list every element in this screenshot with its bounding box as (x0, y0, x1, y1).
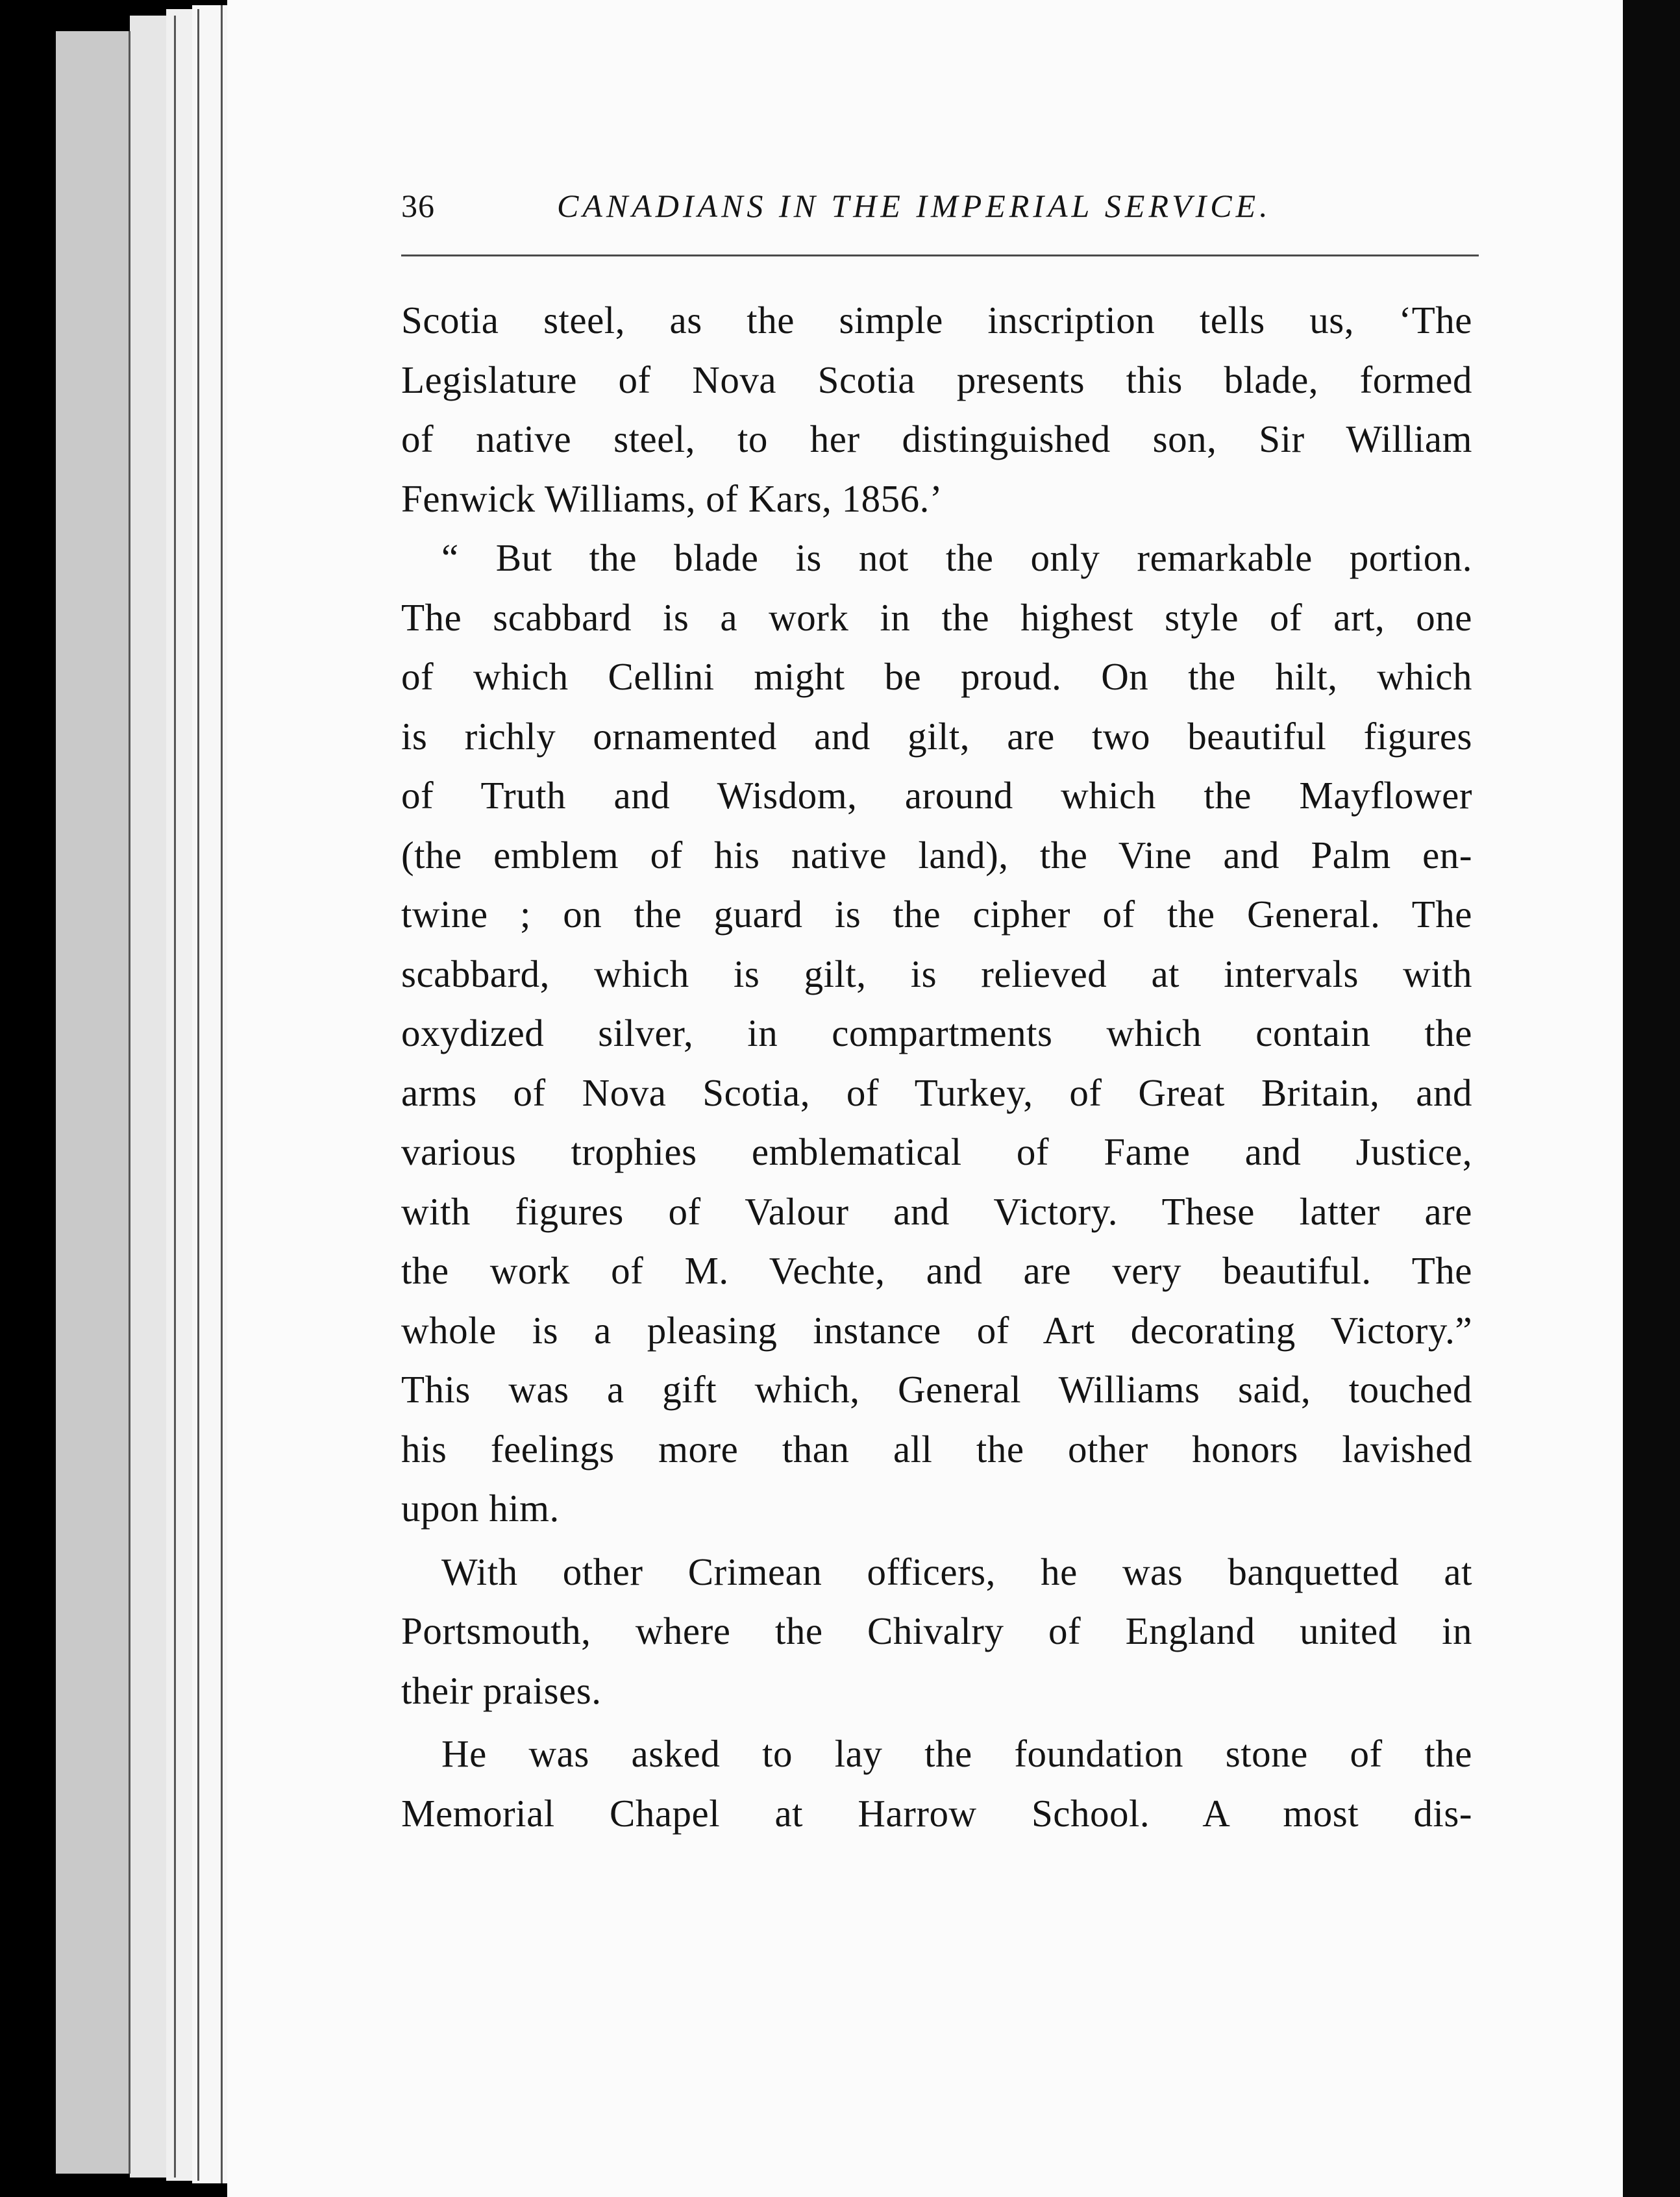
header-rule (401, 254, 1479, 256)
text-line: The scabbard is a work in the highest style of art, one (401, 595, 1472, 639)
text-line: of native steel, to her distinguished son, Sir William (401, 417, 1472, 460)
text-line: whole is a pleasing instance of Art decorating Victory.” (401, 1308, 1472, 1352)
body-text (401, 291, 1472, 1843)
page-edge-line (174, 16, 176, 2178)
text-line: of Truth and Wisdom, around which the Mayflower (401, 774, 1472, 817)
text-line: Memorial Chapel at Harrow School. A most dis- (401, 1791, 1472, 1835)
text-line: his feelings more than all the other honors lavished (401, 1427, 1472, 1471)
text-line: their praises. (401, 1669, 602, 1712)
text-line: is richly ornamented and gilt, are two beautiful figures (401, 714, 1472, 758)
page-edge-line (129, 31, 130, 2174)
text-line: Legislature of Nova Scotia presents this blade, formed (401, 358, 1472, 401)
text-line: scabbard, which is gilt, is relieved at intervals with (401, 952, 1472, 995)
text-line: twine ; on the guard is the cipher of the General. The (401, 893, 1472, 936)
text-line: He was asked to lay the foundation stone of the (441, 1732, 1472, 1775)
page-header (401, 183, 1583, 229)
text-line: “ But the blade is not the only remarkable portion. (441, 536, 1472, 579)
page-edge-line (221, 5, 223, 2183)
text-line: the work of M. Vechte, and are very beautiful. The (401, 1249, 1472, 1292)
text-line: arms of Nova Scotia, of Turkey, of Great Britain, and (401, 1071, 1472, 1114)
text-line: with figures of Valour and Victory. These latter are (401, 1189, 1472, 1233)
text-line: upon him. (401, 1487, 560, 1530)
running-head: CANADIANS IN THE IMPERIAL SERVICE. (557, 188, 1272, 224)
text-line: (the emblem of his native land), the Vine and Palm en- (401, 833, 1472, 876)
text-line: Portsmouth, where the Chivalry of England united in (401, 1609, 1472, 1652)
text-line: This was a gift which, General Williams said, touched (401, 1368, 1472, 1411)
text-line: With other Crimean officers, he was banquetted at (441, 1550, 1472, 1593)
text-line: various trophies emblematical of Fame and Justice, (401, 1130, 1472, 1173)
text-line: oxydized silver, in compartments which contain the (401, 1012, 1472, 1054)
scan-margin (1623, 0, 1680, 2197)
book-page (227, 0, 1636, 2197)
page-number: 36 (401, 188, 435, 224)
text-line: Scotia steel, as the simple inscription tells us, ‘The (401, 299, 1472, 341)
text-line: of which Cellini might be proud. On the hilt, which (401, 655, 1472, 698)
page-edge-line (197, 9, 199, 2181)
text-line: Fenwick Williams, of Kars, 1856.’ (401, 477, 943, 520)
